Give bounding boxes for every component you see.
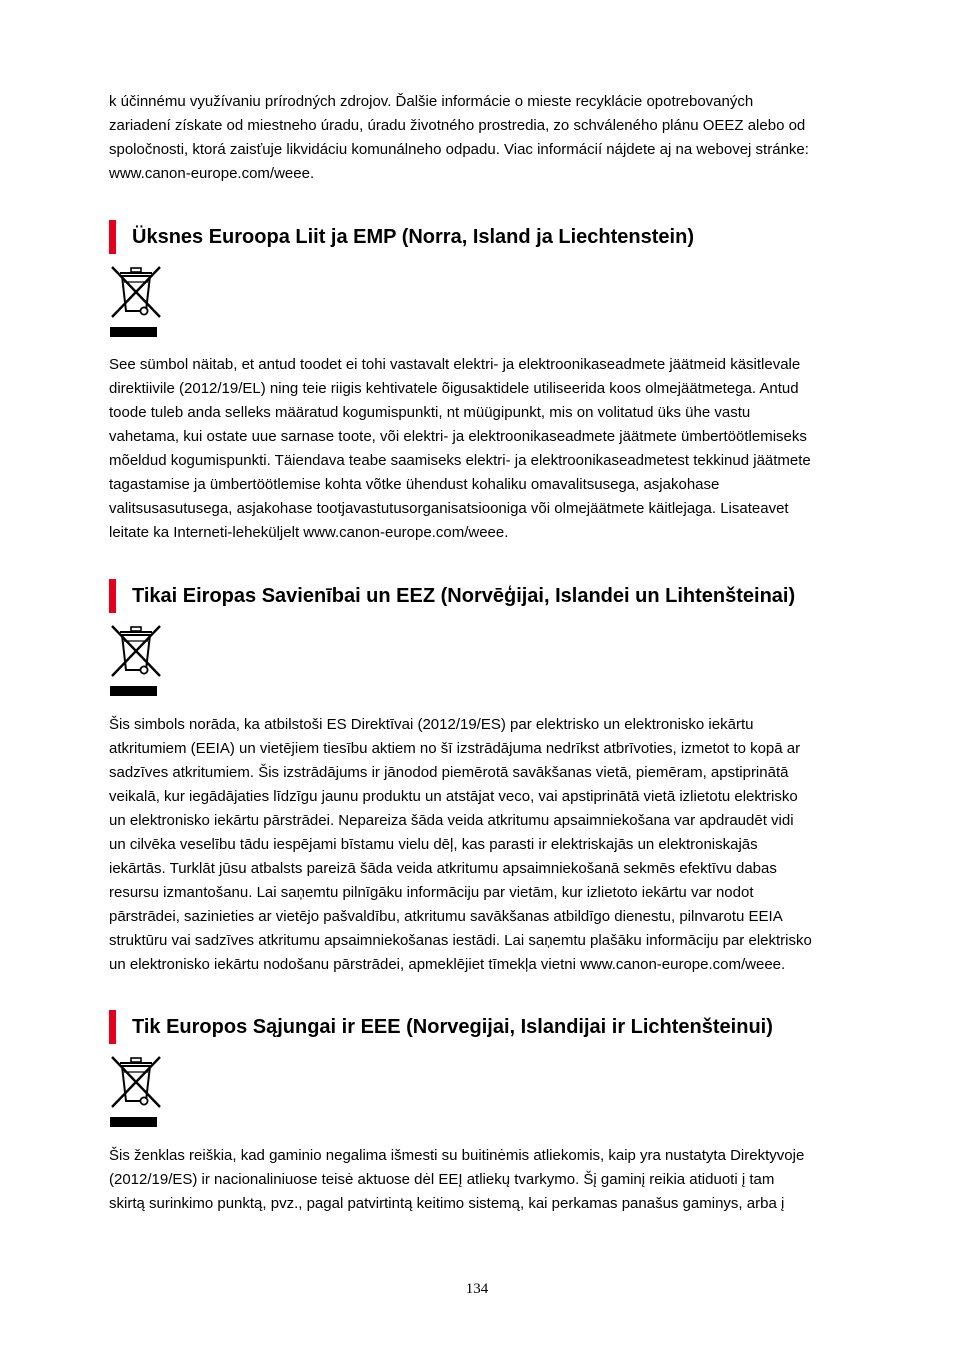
weee-crossed-bin-icon	[108, 623, 164, 699]
section-body-lithuanian: Šis ženklas reiškia, kad gaminio negalima išmesti su buitinėmis atliekomis, kaip yra nustatyta Direktyvoje (2012/19/ES) ir nacionaliniuose teisė aktuose dėl EEĮ atliekų tvarkymo. Šį gaminį reikia atiduoti į tam skirtą surinkimo punktą, pvz., pagal patvirtintą keitimo sistemą, kai perkamas panašus gaminys, arba į	[109, 1147, 805, 1212]
section-title: Üksnes Euroopa Liit ja EMP (Norra, Island ja Liechtenstein)	[132, 225, 694, 248]
weee-crossed-bin-icon	[108, 264, 164, 340]
section-heading-estonian	[109, 219, 694, 255]
heading-accent-bar	[109, 220, 116, 254]
section-title: Tik Europos Sąjungai ir EEE (Norvegijai, Islandijai ir Lichtenšteinui)	[132, 1015, 773, 1038]
heading-accent-bar	[109, 1010, 116, 1044]
page-number: 134	[465, 1281, 489, 1297]
section-body-estonian: See sümbol näitab, et antud toodet ei tohi vastavalt elektri- ja elektroonikaseadmete jäätmeid käsitlevale direktiivile (2012/19/EL) ning teie riigis kehtivatele õigusaktidele utiliseerida koos olmejäätmetega. Antud toode tuleb anda selleks määratud kogumispunkti, nt müügipunkt, mis on volitatud üks ühe vastu vahetama, kui ostate uue sarnase toote, või elektri- ja elektroonikaseadmete jäätmete ümbertöötlemiseks mõeldud kogumispunkti. Täiendava teabe saamiseks elektri- ja elektroonikaseadmetest tekkinud jäätmete tagastamise ja ümbertöötlemise kohta võtke ühendust kohaliku omavalitsusega, asjakohase valitsusasutusega, asjakohase tootjavastutusorganisatsiooniga või olmejäätmete käitlejaga. Lisateavet leitate ka Interneti-leheküljelt www.canon-europe.com/weee.	[109, 356, 811, 541]
section-heading-lithuanian	[109, 1009, 773, 1045]
section-body-latvian: Šis simbols norāda, ka atbilstoši ES Direktīvai (2012/19/ES) par elektrisko un elektronisko iekārtu atkritumiem (EEIA) un vietējiem tiesību aktiem no šī izstrādājuma nedrīkst atbrīvoties, izmetot to kopā ar sadzīves atkritumiem. Šis izstrādājums ir jānodod piemērotā savākšanas vietā, piemēram, apstiprinātā veikalā, kur iegādājaties līdzīgu jaunu produktu un atstājat veco, vai apstiprinātā vietā izlietotu elektrisko un elektronisko iekārtu pārstrādei. Nepareiza šāda veida atkritumu apsaimniekošana var apdraudēt vidi un cilvēka veselību tādu iespējami bīstamu vielu dēļ, kas parasti ir elektriskajās un elektroniskajās iekārtās. Turklāt jūsu atbalsts pareizā šāda veida atkritumu apsaimniekošanā sekmēs efektīvu dabas resursu izmantošanu. Lai saņemtu pilnīgāku informāciju par vietām, kur izlietoto iekārtu var nodot pārstrādei, sazinieties ar vietējo pašvaldību, atkritumu savākšanas atbildīgo dienestu, pilnvarotu EEIA struktūru vai sadzīves atkritumu apsaimniekošanas iestādi. Lai saņemtu plašāku informāciju par elektrisko un elektronisko iekārtu nodošanu pārstrādei, apmeklējiet tīmekļa vietni www.canon-europe.com/weee.	[109, 716, 812, 973]
section-title: Tikai Eiropas Savienībai un EEZ (Norvēģijai, Islandei un Lihtenšteinai)	[132, 584, 796, 607]
section-heading-latvian	[109, 578, 795, 614]
intro-paragraph: k účinnému využívaniu prírodných zdrojov. Ďalšie informácie o mieste recyklácie opotrebovaných zariadení získate od miestneho úradu, úradu životného prostredia, zo schváleného plánu OEEZ alebo od spoločnosti, ktorá zaisťuje likvidáciu komunálneho odpadu. Viac informácií nájdete aj na webovej stránke: www.canon-europe.com/weee.	[109, 93, 809, 182]
weee-crossed-bin-icon	[108, 1054, 164, 1130]
heading-accent-bar	[109, 579, 116, 613]
